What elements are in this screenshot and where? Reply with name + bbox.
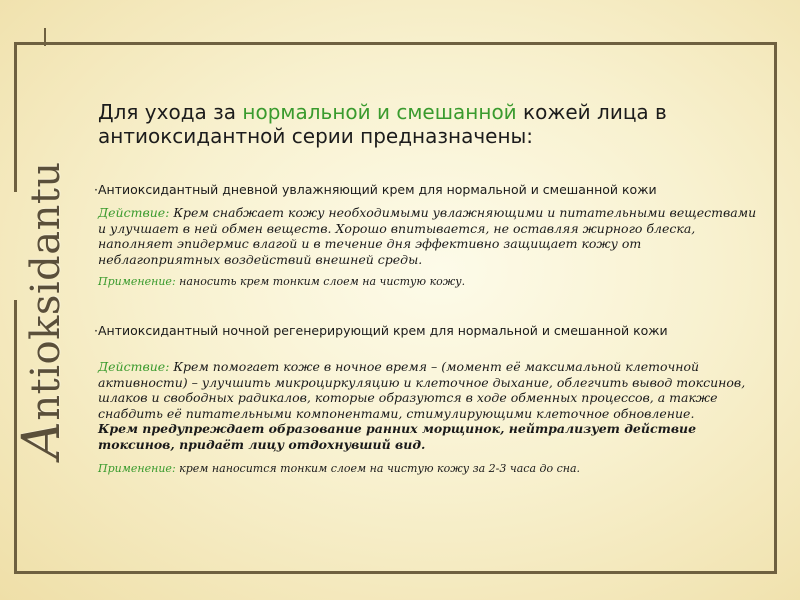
heading-prefix: Для ухода за — [98, 100, 243, 124]
bullet-dot: · — [94, 323, 98, 338]
product-1-usage — [98, 275, 758, 289]
product-1-action-text: Крем снабжает кожу необходимыми увлажняющими и питательными веществами и улучшает в ней обмен веществ. Хорошо впитывается, не оставляя жирного блеска, наполняет эпидермис влагой и в течение дня эффективно защищает кожу от неблагоприятных воздействий внешней среды. — [98, 205, 757, 267]
frame-right-line — [774, 42, 777, 574]
bullet-dot: · — [94, 182, 98, 197]
product-2-action-text: Крем помогает коже в ночное время – (момент её максимальной клеточной активности) – улучшить микроциркуляцию и клеточное дыхание, облегчить вывод токсинов, шлаков и свободных радикалов, которые образуются в ходе обменных процессов, а также снабдить её питательными компонентами, стимулирующими клеточное обновление. — [98, 359, 746, 421]
heading-suffix: кожей лица в антиоксидантной серии предназначены: — [98, 100, 667, 148]
product-2-action — [98, 359, 758, 452]
frame-top-line — [14, 42, 776, 45]
product-2-action-bold: Крем предупреждает образование ранних морщинок, нейтрализует действие токсинов, придаёт лицу отдохнувший вид. — [98, 421, 697, 452]
slide-content — [94, 100, 758, 476]
heading-highlight: нормальной и смешанной — [242, 100, 517, 124]
product-1-action — [98, 205, 758, 267]
product-1-name — [94, 182, 758, 198]
product-1-usage-label: Применение: — [98, 275, 176, 288]
side-title — [12, 161, 72, 458]
product-2-usage-text: крем наносится тонким слоем на чистую кожу за 2-3 часа до сна. — [175, 462, 581, 475]
product-1-action-label: Действие: — [98, 205, 170, 220]
frame-tick — [44, 28, 46, 46]
product-2-action-label: Действие: — [98, 359, 170, 374]
product-2-name-text: Антиоксидантный ночной регенерирующий крем для нормальной и смешанной кожи — [98, 323, 668, 338]
product-2-usage-label: Применение: — [98, 462, 176, 475]
slide-heading — [98, 100, 758, 148]
product-2-name — [94, 323, 758, 339]
frame-bottom-line — [14, 571, 776, 574]
product-1-usage-text: наносить крем тонким слоем на чистую кожу. — [175, 275, 466, 288]
product-1-name-text: Антиоксидантный дневной увлажняющий крем для нормальной и смешанной кожи — [98, 182, 657, 197]
side-title-rest: ntioksidantu — [23, 161, 69, 421]
side-title-initial: A — [12, 420, 72, 459]
product-2-usage — [98, 462, 758, 476]
